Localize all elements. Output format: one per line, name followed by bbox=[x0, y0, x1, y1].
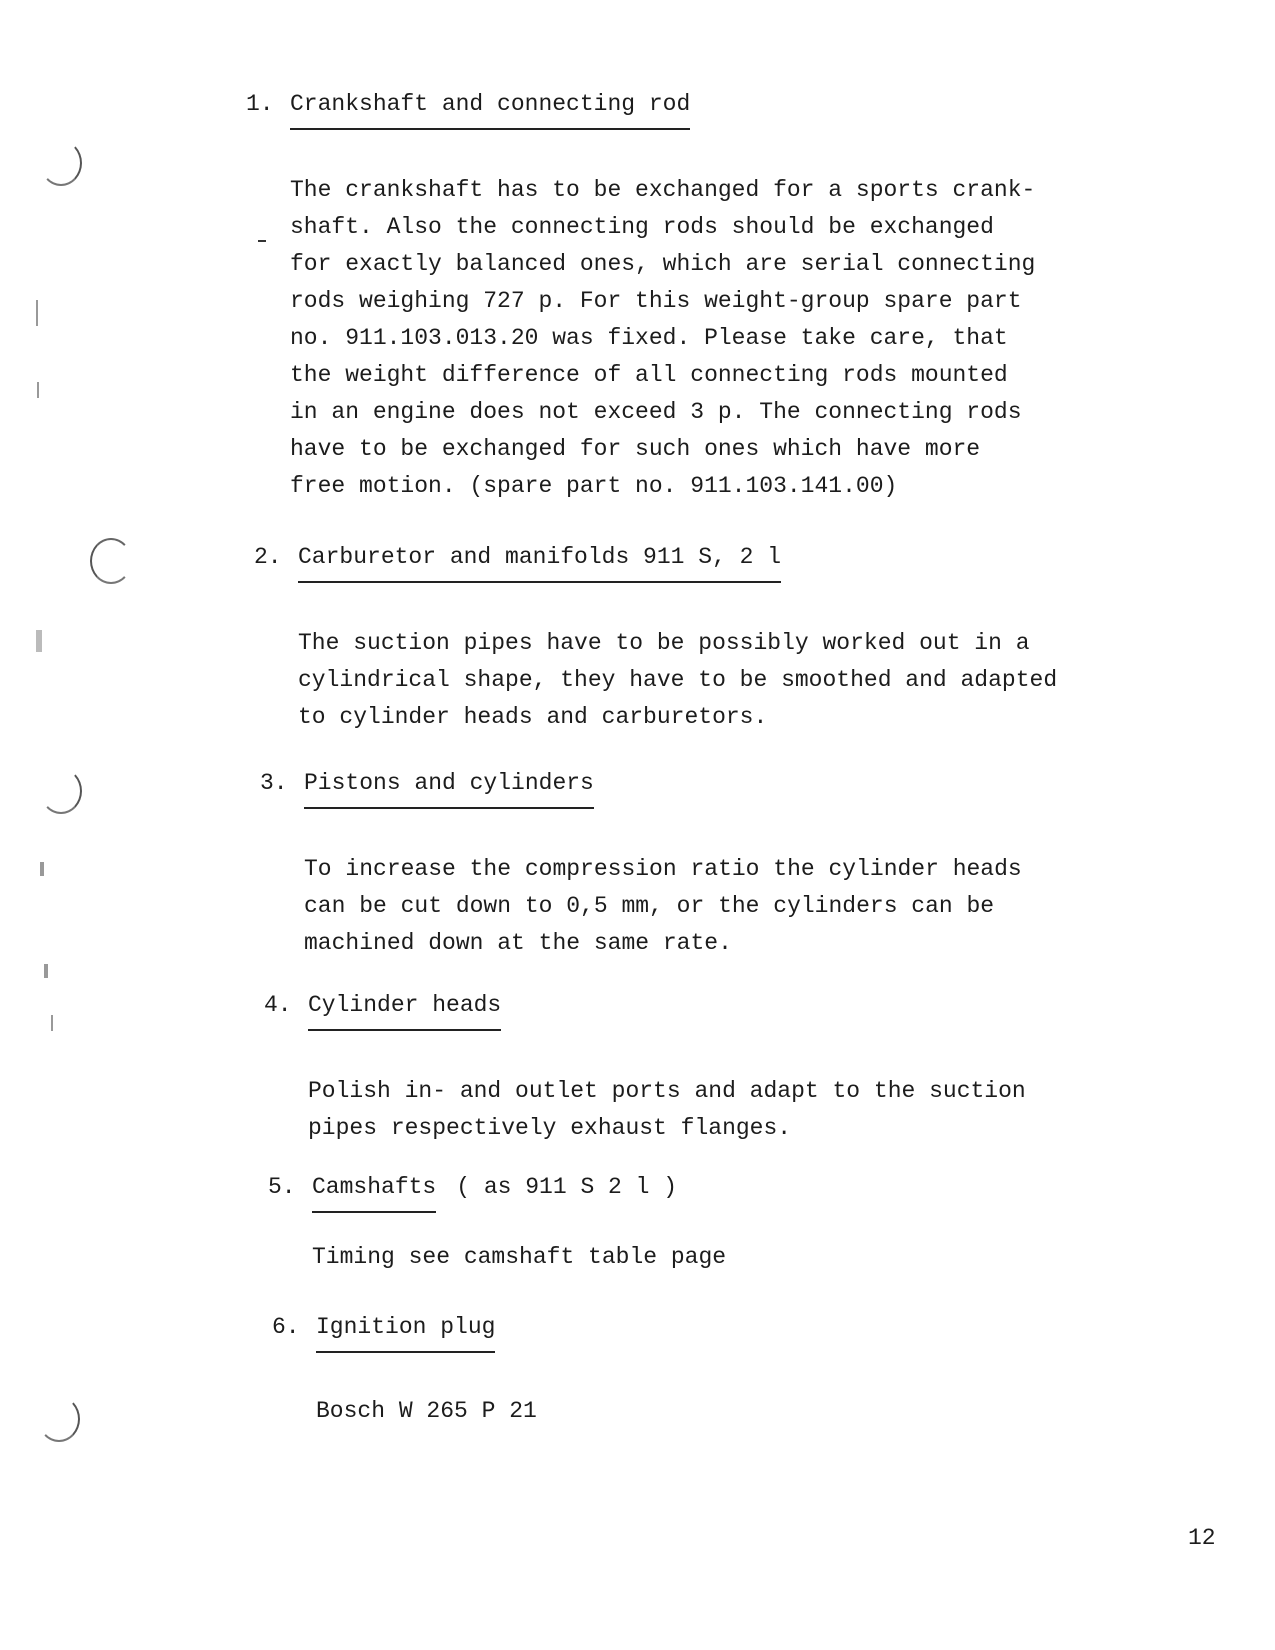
body-line: can be cut down to 0,5 mm, or the cylinders can be bbox=[304, 893, 995, 919]
body-line: in an engine does not exceed 3 p. The connecting rods bbox=[290, 399, 1022, 425]
section-number: 3. bbox=[260, 770, 288, 796]
body-line: The crankshaft has to be exchanged for a sports crank- bbox=[290, 177, 1036, 203]
section-heading bbox=[246, 89, 1035, 130]
body-line: have to be exchanged for such ones which have more bbox=[290, 436, 981, 462]
section-6 bbox=[272, 1312, 537, 1430]
scan-speck bbox=[40, 862, 44, 876]
scan-speck bbox=[36, 300, 38, 326]
section-body bbox=[316, 1393, 537, 1430]
body-line: for exactly balanced ones, which are serial connecting bbox=[290, 251, 1036, 277]
section-title: Crankshaft and connecting rod bbox=[290, 89, 690, 130]
section-body bbox=[312, 1239, 726, 1276]
body-line: machined down at the same rate. bbox=[304, 930, 732, 956]
section-number: 1. bbox=[246, 91, 274, 117]
punch-hole-mark bbox=[40, 768, 82, 814]
punch-hole-mark bbox=[90, 538, 132, 584]
scan-speck bbox=[44, 964, 48, 978]
punch-hole-mark bbox=[40, 140, 82, 186]
punch-hole-mark bbox=[38, 1396, 80, 1442]
section-number: 5. bbox=[268, 1174, 296, 1200]
section-heading bbox=[254, 542, 1057, 583]
scan-speck bbox=[37, 382, 39, 398]
page-number: 12 bbox=[1188, 1525, 1216, 1551]
section-body bbox=[290, 172, 1035, 505]
body-line: to cylinder heads and carburetors. bbox=[298, 704, 768, 730]
section-3 bbox=[260, 768, 1022, 962]
section-2 bbox=[254, 542, 1057, 736]
scan-speck bbox=[36, 630, 42, 652]
section-body bbox=[308, 1073, 1026, 1147]
body-line: To increase the compression ratio the cylinder heads bbox=[304, 856, 1022, 882]
section-heading bbox=[264, 990, 1026, 1031]
body-line: cylindrical shape, they have to be smoothed and adapted bbox=[298, 667, 1058, 693]
section-heading bbox=[272, 1312, 537, 1353]
section-4 bbox=[264, 990, 1026, 1147]
section-title: Carburetor and manifolds 911 S, 2 l bbox=[298, 542, 781, 583]
section-number: 6. bbox=[272, 1314, 300, 1340]
section-1 bbox=[246, 89, 1035, 505]
section-title: Camshafts bbox=[312, 1172, 436, 1213]
body-line: rods weighing 727 p. For this weight-group spare part bbox=[290, 288, 1022, 314]
body-line: The suction pipes have to be possibly worked out in a bbox=[298, 630, 1030, 656]
section-heading bbox=[268, 1172, 726, 1213]
body-line: free motion. (spare part no. 911.103.141.00) bbox=[290, 473, 898, 499]
section-5 bbox=[268, 1172, 726, 1276]
body-line: no. 911.103.013.20 was fixed. Please take care, that bbox=[290, 325, 1008, 351]
body-line: the weight difference of all connecting rods mounted bbox=[290, 362, 1008, 388]
scan-speck bbox=[51, 1015, 53, 1031]
body-line: pipes respectively exhaust flanges. bbox=[308, 1115, 792, 1141]
section-title: Ignition plug bbox=[316, 1312, 495, 1353]
body-line: Polish in- and outlet ports and adapt to the suction bbox=[308, 1078, 1026, 1104]
section-title: Pistons and cylinders bbox=[304, 768, 594, 809]
section-body bbox=[298, 625, 1057, 736]
section-number: 2. bbox=[254, 544, 282, 570]
section-body bbox=[304, 851, 1022, 962]
section-title: Cylinder heads bbox=[308, 990, 501, 1031]
section-number: 4. bbox=[264, 992, 292, 1018]
body-line: Bosch W 265 P 21 bbox=[316, 1398, 537, 1424]
body-line: shaft. Also the connecting rods should be exchanged bbox=[290, 214, 994, 240]
section-heading bbox=[260, 768, 1022, 809]
body-line: Timing see camshaft table page bbox=[312, 1244, 727, 1270]
section-title-suffix: ( as 911 S 2 l ) bbox=[456, 1174, 678, 1200]
